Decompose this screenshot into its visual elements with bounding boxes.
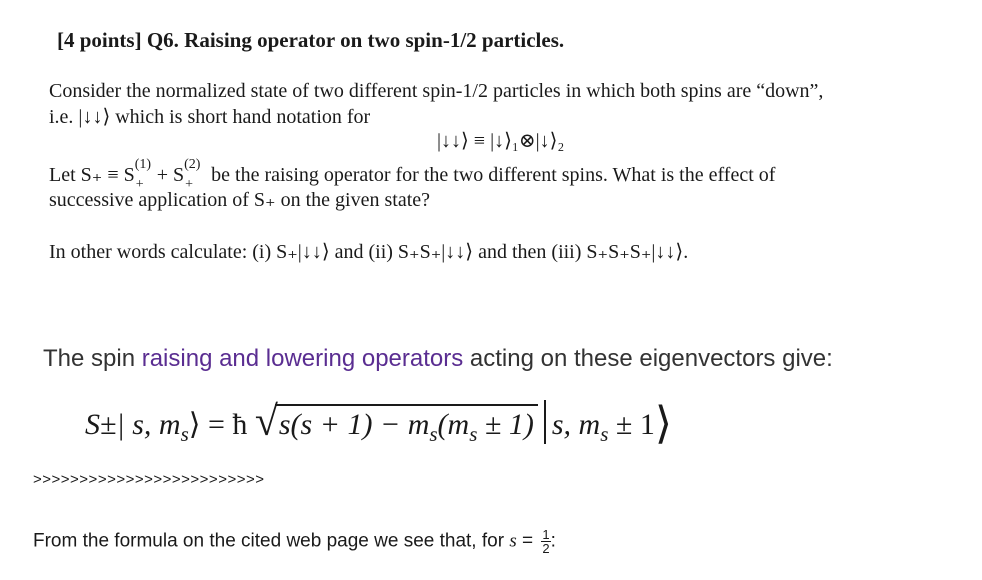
- question-task-line: In other words calculate: (i) S₊|↓↓⟩ and (ii) S₊S₊|↓↓⟩ and then (iii) S₊S₊S₊|↓↓⟩.: [49, 241, 689, 263]
- formula-subscript: s: [600, 422, 609, 446]
- formula-lhs-close: ⟩ = ħ: [188, 408, 248, 441]
- citation-text: acting on these eigenvectors give:: [463, 345, 833, 372]
- state-equation: |↓↓⟩ ≡ |↓⟩₁⊗|↓⟩₂: [437, 130, 565, 152]
- fraction: [541, 528, 550, 555]
- citation-sentence: [43, 345, 833, 373]
- ket-content: ± 1: [608, 408, 655, 441]
- superscript: (2): [184, 157, 201, 172]
- fraction-denominator: 2: [542, 541, 550, 556]
- subscript: +: [185, 177, 194, 192]
- radical-icon: √: [254, 399, 278, 445]
- superscript: (1): [134, 157, 152, 172]
- formula-subscript: s: [429, 422, 438, 446]
- raising-lowering-formula: [85, 398, 672, 458]
- operator-definition-text: + S: [156, 164, 185, 186]
- operator-index-1: [134, 157, 157, 192]
- formula-subscript: s: [469, 422, 478, 446]
- operator-definition-line: [49, 157, 776, 192]
- answer-variable: s: [509, 530, 517, 552]
- radicand: [275, 404, 538, 446]
- ket-bar: [544, 400, 546, 444]
- answer-colon: :: [550, 530, 556, 552]
- operator-definition-text: Let S₊ ≡ S: [49, 164, 135, 186]
- formula-lhs: S±| s, m: [85, 408, 181, 441]
- ket-content: s, m: [551, 408, 601, 441]
- answer-text: From the formula on the cited web page we see that, for: [33, 530, 510, 552]
- ket-close: ⟩: [654, 399, 673, 448]
- operator-definition-text: be the raising operator for the two different spins. What is the effect of: [211, 164, 776, 186]
- formula-subscript: s: [180, 422, 189, 446]
- radicand-part: ± 1): [477, 408, 534, 441]
- square-root: [254, 399, 538, 446]
- question-paragraph-line: successive application of S₊ on the given state?: [49, 189, 431, 211]
- operator-index-2: [184, 157, 206, 192]
- question-title: [4 points] Q6. Raising operator on two spin-1/2 particles.: [57, 28, 565, 52]
- citation-text: The spin: [43, 345, 142, 372]
- subscript: +: [135, 177, 144, 192]
- fraction-numerator: 1: [542, 527, 550, 542]
- question-paragraph-line: i.e. |↓↓⟩ which is short hand notation for: [49, 106, 371, 128]
- separator-line: >>>>>>>>>>>>>>>>>>>>>>>>>: [33, 471, 265, 488]
- radicand-part: (m: [437, 408, 470, 441]
- radicand-part: s(s + 1) − m: [278, 408, 430, 441]
- question-paragraph-line: Consider the normalized state of two different spin-1/2 particles in which both spins are “down”,: [49, 80, 824, 102]
- answer-line: [33, 528, 556, 555]
- answer-equals: =: [516, 530, 539, 552]
- citation-link[interactable]: raising and lowering operators: [141, 345, 464, 372]
